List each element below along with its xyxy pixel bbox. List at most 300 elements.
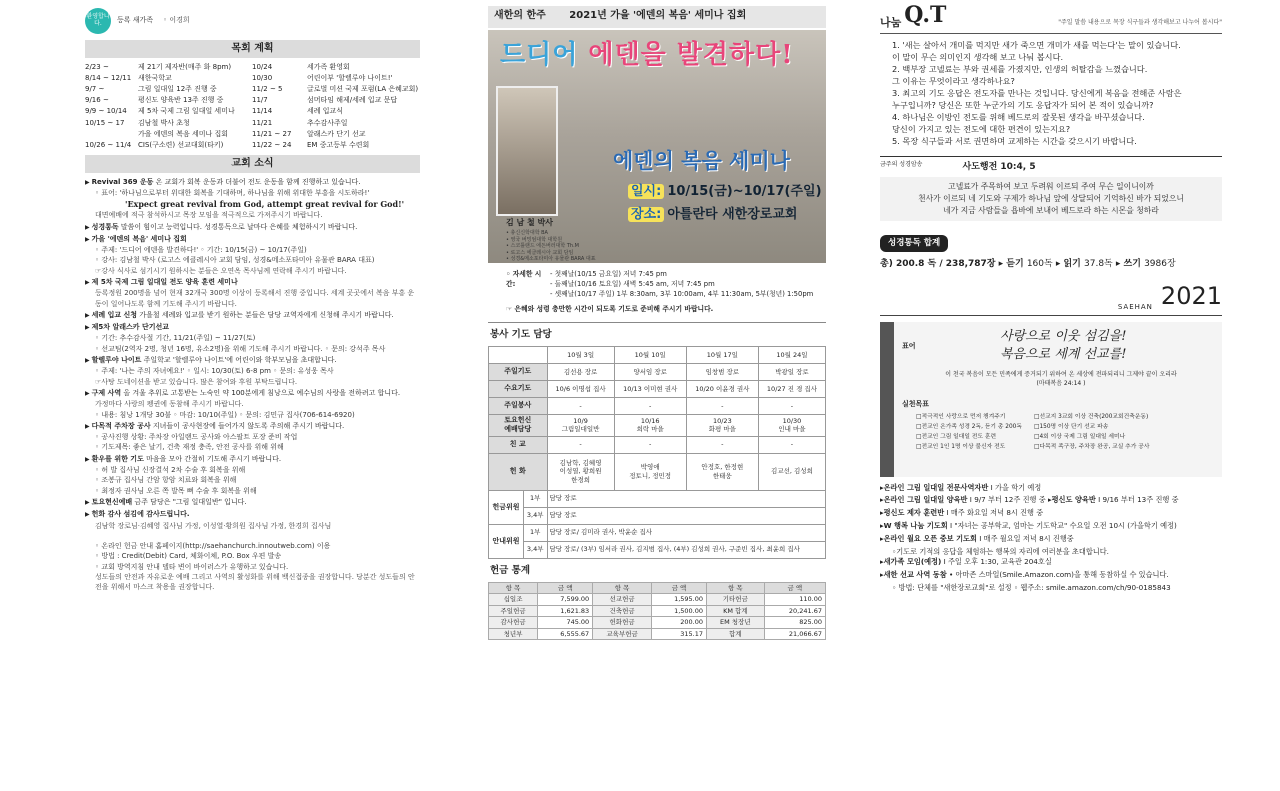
news-item-text: 온 교회가 회복 운동과 더불어 전도 운동을 함께 진행하고 있습니다. — [153, 177, 361, 186]
duty-row-label: 수요기도 — [489, 380, 548, 397]
schedule-date: 9/7 ~ — [85, 84, 105, 93]
schedule-date: 2/23 ~ — [85, 62, 109, 71]
read-value: 37.8독 — [1084, 259, 1113, 270]
money-item: 감사헌금 — [489, 617, 538, 629]
schedule-row — [85, 118, 252, 129]
ministry-title: 새한 선교 사역 동참 — [883, 570, 947, 580]
church-name-small: SAEHAN — [1117, 303, 1153, 312]
usher-row-part: 1부 — [523, 524, 547, 541]
verse-ref: 사도행전 10:4, 5 — [962, 161, 1036, 172]
news-item-title: 환우를 위한 기도 — [91, 454, 144, 463]
bullet-icon: ▸ — [880, 533, 884, 543]
schedule-row — [252, 84, 420, 95]
duty-row-label: 주일봉사 — [489, 397, 548, 414]
duty-cell: - — [758, 397, 825, 414]
news-item — [85, 222, 420, 233]
schedule-date: 9/16 ~ — [85, 96, 109, 105]
duty-cell: - — [547, 436, 614, 453]
read-label: ▸ 읽기 — [1055, 259, 1085, 270]
news-item-title: Revival 369 운동 — [91, 177, 154, 186]
news-note: ☞강사 식사로 섬기시기 원하시는 분들은 오연옥 목사님께 연락해 주시기 바랍니다. — [95, 266, 347, 275]
schedule-date: 11/7 — [252, 96, 268, 105]
schedule-row — [252, 95, 420, 106]
duty-date: 10월 17일 — [686, 346, 758, 363]
money-amount: 825.00 — [764, 617, 825, 629]
qt-question: 1. '새는 살아서 개미를 먹지만 새가 죽으면 개미가 새를 먹는다'는 말이 있습니다. 이 말이 무슨 의미인지 생각해 보고 나눠 봅시다. — [892, 40, 1181, 62]
money-amount: 200.00 — [651, 617, 706, 629]
reading-total: 총) 200.8 독 / 238,787장 — [880, 259, 996, 270]
ministry-title: W 행복 나눔 기도회 — [883, 521, 948, 531]
money-amount: 21,066.67 — [764, 628, 825, 640]
right-column — [880, 2, 1222, 594]
schedule-event: 평신도 양육반 13주 진행 중 — [138, 96, 224, 105]
news-note: 성도들의 안전과 자유로운 예배 그리고 사역의 활성화를 위해 백신접종을 권장합니다. 당분간 성도들의 안전을 위해서 마스크 착용을 권장합니다. — [95, 573, 415, 592]
bullet-icon: ▶ — [85, 311, 90, 319]
bullet-icon: ▶ — [85, 455, 90, 463]
duty-cell: 10/6 이명섭 집사 — [547, 380, 614, 397]
ministry-item — [880, 521, 1222, 532]
verse-text: 고넬료가 주목하여 보고 두려워 이르되 주여 무슨 일이니이까 천사가 이르되 네 기도와 구제가 하나님 앞에 상달되어 기억하신 바가 되었으니 네가 지금 사람들을 욥바에 보내어 베드로라 하는 시몬을 청하라 — [880, 177, 1222, 221]
news-item-title: 다목적 주차장 공사 — [91, 421, 151, 430]
news-item-title: 성경통독 — [91, 222, 119, 231]
money-item: 합계 — [707, 628, 765, 640]
schedule-date: 11/14 — [252, 107, 273, 116]
goal-item: □ 4회 이상 국제 그림 일대일 세미나 — [1034, 432, 1184, 442]
news-note: ☞사탕 도네이션을 받고 있습니다. 많은 참여와 후원 부탁드립니다. — [95, 377, 298, 386]
time-line: - 둘째날(10/16 토요일) 새벽 5:45 am, 저녁 7:45 pm — [550, 280, 715, 288]
motto-label: 표어 — [902, 341, 916, 350]
duty-date: 10월 3일 — [547, 346, 614, 363]
news-sub: ◦ 교회 방역지침 안내 델타 변이 바이러스가 유행하고 있습니다. — [95, 562, 289, 571]
duty-cell: - — [686, 397, 758, 414]
qt-question: 3. 최고의 기도 응답은 전도자를 만나는 것입니다. 당신에게 복음을 전해준 사람은 누구입니까? 당신은 또한 누군가의 기도 응답자가 되어 본 적이 있습니까? — [892, 88, 1182, 110]
ministry-item — [880, 495, 1222, 506]
money-item: 청년부 — [489, 628, 538, 640]
qt-title: Q.T — [904, 2, 947, 29]
schedule-event: 세가족 환영회 — [307, 62, 350, 71]
news-sub: ◦ 강사: 김남철 박사 (로고스 에클레시아 교회 담임, 성경&메소포타미아 유물관 BARA 대표) — [95, 256, 375, 265]
money-header: 금 액 — [538, 582, 593, 594]
goal-item: □ 다목적 족구장, 주차장 완공, 교실 추가 공사 — [1034, 442, 1184, 452]
times-list — [550, 269, 813, 299]
duty-cell: 박광일 장로 — [758, 363, 825, 380]
duty-cell: 10/13 이미현 권사 — [614, 380, 686, 397]
news-item — [85, 355, 420, 366]
ministry-text: I 매주 화요일 저녁 8시 진행 중 — [944, 508, 1044, 518]
place-text: 아틀란타 새한장로교회 — [667, 207, 798, 222]
schedule-row — [85, 62, 252, 73]
schedule-date: 10/15 ~ 17 — [85, 118, 125, 127]
ministry-title: ▸평신도 양육반 — [1048, 495, 1096, 505]
duty-row-label: 헌 화 — [489, 453, 548, 490]
schedule-date: 11/21 ~ 27 — [252, 129, 292, 138]
bullet-icon: ▸ — [880, 570, 884, 580]
money-amount: 1,621.83 — [538, 605, 593, 617]
bullet-icon: ▸ — [880, 495, 884, 505]
money-amount: 1,500.00 — [651, 605, 706, 617]
new-family-name: ◦ 이경희 — [163, 16, 190, 25]
bullet-icon: ▶ — [85, 357, 90, 365]
ministry-news — [880, 483, 1222, 594]
ministry-item — [880, 557, 1222, 568]
news-item-text: 올 겨울 추위로 고통받는 노숙인 약 100분에게 침낭으로 예수님의 사랑을 전하려고 합니다. — [121, 388, 401, 397]
duty-cell: 10/30 인내 마을 — [758, 414, 825, 436]
qt-question: 2. 백부장 고넬료는 부와 권세를 가졌지만, 인생의 허탈감을 느꼈습니다. 그 이유는 무엇이라고 생각하나요? — [892, 64, 1148, 86]
news-heading: 교회 소식 — [85, 155, 420, 173]
write-value: 3986장 — [1144, 259, 1176, 270]
duty-corner — [489, 346, 548, 363]
money-item: KM 합계 — [707, 605, 765, 617]
ministry-text: I 주일 오후 1:30, 교육관 204호실 — [941, 557, 1052, 567]
schedule-date: 10/26 ~ 11/4 — [85, 140, 132, 149]
news-sub: ◦ 공사진행 상황: 주차장 아일랜드 공사와 아스팔트 포장 준비 작업 — [95, 433, 298, 442]
ministry-text: • 아마존 스마일(Smile.Amazon.com)을 통해 동참하실 수 있습니다. — [946, 570, 1169, 580]
schedule-heading: 목회 계획 — [85, 40, 420, 58]
mid-header-right: 2021년 가을 '에덴의 복음' 세미나 집회 — [569, 10, 747, 21]
news-note: 가정마다 사랑의 펭귄에 동참해 주시기 바랍니다. — [95, 400, 244, 409]
news-sub: ◦ 허 발 집사님 신장결석 2차 수술 후 회복을 위해 — [95, 466, 246, 475]
schedule-row — [252, 106, 420, 117]
welcome-row — [85, 6, 420, 36]
duty-table — [488, 346, 826, 559]
bullet-icon: ▶ — [85, 498, 90, 506]
bullet-icon: ▶ — [85, 511, 90, 519]
offering-row-part: 3,4부 — [523, 507, 547, 524]
schedule-event: 제 21기 제자반(매주 화 8pm) — [138, 62, 232, 71]
left-column — [85, 6, 420, 593]
motto-side-bar — [880, 322, 894, 477]
news-item-title: 제 5차 국제 그림 일대일 전도 양육 훈련 세미나 — [91, 278, 238, 286]
offering-row-label: 헌금위원 — [489, 490, 524, 524]
goal-item: □ 전교인 그림 일대일 전도 훈련 — [916, 432, 1034, 442]
ministry-sub: ◦기도로 기적의 응답을 체험하는 행복의 자리에 여러분을 초대합니다. — [892, 546, 1109, 556]
duty-title: 봉사 기도 담당 — [490, 329, 552, 341]
news-sub: ◦ 온라인 헌금 안내 홈페이지(http://saehanchurch.innoutweb.com) 이용 — [95, 542, 331, 551]
schedule-row — [252, 62, 420, 73]
schedule-event: 그림 일대일 12주 진행 중 — [138, 84, 217, 93]
schedule-event: 새한국학교 — [138, 73, 172, 82]
duty-row-label: 토요헌신 예배담당 — [489, 414, 548, 436]
speaker-cv: • 총신신학대학 BA • 영국 버밍엄대학 대학원 • 스코틀랜드 에든버러대학 Th.M • 로고스 에클레시아 교회 담임 • 성경&메소포타미아 유물관 BARA 대표 — [506, 230, 596, 262]
news-item-text: 지녀들이 공사현장에 들어가지 않도록 주의해 주시기 바랍니다. — [150, 421, 345, 430]
news-sub: ◦ 주제: '드디어 에덴을 발견하다!' ◦ 기간: 10/15(금) ~ 10/17(주일) — [95, 246, 307, 255]
schedule-event: 가을 에덴의 복음 세미나 집회 — [138, 129, 229, 138]
schedule-row — [85, 84, 252, 95]
duty-date: 10월 24일 — [758, 346, 825, 363]
duty-cell: 임창범 장로 — [686, 363, 758, 380]
mid-header-left: 새한의 한주 — [494, 10, 546, 21]
qt-questions — [880, 34, 1222, 148]
money-item: 건축헌금 — [593, 605, 652, 617]
listen-value: 160독 — [1026, 259, 1053, 270]
news-sub: ◦ 표어: '하나님으로부터 위대한 회복을 기대하며, 하나님을 위해 위대한 부흥을 시도하라!' — [95, 188, 370, 197]
money-header: 금 액 — [764, 582, 825, 594]
news-item-title: 헌화 감사 섬김에 감사드립니다. — [91, 510, 190, 519]
news-item — [85, 509, 420, 520]
place-label: 장소: — [628, 207, 664, 222]
news-item-text: 주일학교 '할렐루야 나이트'에 어린이와 학부모님을 초대합니다. — [141, 356, 337, 365]
schedule-row — [85, 95, 252, 106]
duty-cell: - — [686, 436, 758, 453]
ministry-item — [880, 534, 1222, 545]
write-label: ▸ 쓰기 — [1115, 259, 1145, 270]
offering-stats-title: 헌금 통계 — [490, 564, 531, 576]
money-amount: 745.00 — [538, 617, 593, 629]
schedule-row — [252, 118, 420, 129]
schedule-row — [85, 140, 252, 151]
qt-question: 5. 목장 식구들과 서로 권면하며 교제하는 시간을 갖으시기 바랍니다. — [892, 136, 1137, 146]
news-spacer — [85, 531, 420, 541]
ministry-text: I 9/16 부터 13주 진행 중 — [1095, 495, 1179, 505]
seminar-poster — [488, 30, 826, 263]
duty-date: 10월 10일 — [614, 346, 686, 363]
date-label: 일시: — [628, 184, 664, 199]
news-english-motto: 'Expect great revival from God, attempt great revival for God!' — [125, 199, 405, 210]
money-item: 기타헌금 — [707, 594, 765, 606]
goal-item: □ 전교인 온가족 성경 2독, 듣기 총 200독 — [916, 422, 1034, 432]
schedule-event: CIS(구소련) 선교대회(타키) — [138, 140, 224, 149]
year-banner — [880, 280, 1222, 315]
poster-place — [628, 206, 797, 224]
news-item-title: 할렐루야 나이트 — [91, 356, 142, 365]
schedule-date: 10/30 — [252, 73, 273, 82]
goals-label: 실천목표 — [902, 399, 930, 408]
news-item-title: 세례 입교 신청 — [91, 310, 138, 319]
news-list — [85, 177, 420, 593]
qt-nanum: 나눔 — [880, 16, 902, 30]
news-item-text: 말씀이 힘이고 능력입니다. 성경통독으로 날마다 은혜를 체험하시기 바랍니다. — [118, 222, 358, 231]
duty-cell: 김선용 장로 — [547, 363, 614, 380]
money-item: 교육부헌금 — [593, 628, 652, 640]
bullet-icon: ▶ — [85, 389, 90, 397]
bullet-icon: ▶ — [85, 178, 90, 186]
money-amount: 20,241.67 — [764, 605, 825, 617]
news-item-title: 가을 '에덴의 복음' 세미나 집회 — [91, 234, 187, 243]
money-header: 항 목 — [707, 582, 765, 594]
news-note: 대면예배에 적극 참석하시고 목장 모임을 적극적으로 가져주시기 바랍니다. — [95, 211, 323, 220]
news-item — [85, 322, 420, 333]
goal-item: □ 선교지 3교회 이상 건축(200교회건축운동) — [1034, 412, 1184, 422]
ministry-text: I 가을 학기 예정 — [988, 482, 1042, 492]
news-sub: ◦ 방법 : Credit(Debit) Card, 체화이체, P.O. Box 우편 발송 — [95, 552, 282, 561]
bullet-icon: ▶ — [85, 223, 90, 231]
news-sub: ◦ 주제: '나는 주의 자녀예요!' ◦ 일시: 10/30(토) 6-8 pm ◦ 문의: 유성웅 목사 — [95, 367, 334, 376]
ministry-title: 온라인 월요 오픈 중보 기도회 — [883, 533, 977, 543]
schedule-date: 11/22 ~ 24 — [252, 140, 292, 149]
times-label: ◦ 자세한 시간: — [506, 270, 542, 288]
duty-row-label: 친 교 — [489, 436, 548, 453]
new-family-label: 등록 새가족 — [117, 16, 154, 25]
news-item-title: 제5차 알래스카 단기선교 — [91, 323, 169, 332]
welcome-badge: 환영합니다. — [85, 8, 111, 34]
verse-label: 금주의 성경암송 — [880, 160, 923, 168]
bullet-icon: ▸ — [880, 482, 884, 492]
money-amount: 110.00 — [764, 594, 825, 606]
money-item: EM 청장년 — [707, 617, 765, 629]
speaker-name: 김 남 철 박사 — [506, 218, 553, 227]
schedule-date — [85, 129, 138, 140]
ministry-text: I "자녀는 공부학교, 엄마는 기도학교" 수요일 오전 10시 (가을학기 예정) — [947, 521, 1177, 531]
ministry-title: 온라인 그림 일대일 전문사역자반 — [883, 482, 989, 492]
news-sub: ◦ 조봉규 집사님 간암 항암 치료와 회복을 위해 — [95, 476, 237, 485]
schedule-row — [252, 140, 420, 151]
motto-box — [880, 322, 1222, 477]
duty-cell: 김남학, 김혜영 이성열, 황희원 한경희 — [547, 453, 614, 490]
schedule-row — [85, 73, 252, 84]
news-item — [85, 234, 420, 245]
news-note: 김남학 장로님·김혜영 집사님 가정, 이성열·황희원 집사님 가정, 한경희 집사님 — [95, 521, 332, 530]
motto-line-2: 복음으로 세계 선교를! — [1000, 346, 1127, 362]
news-item-text: 가을철 세례와 입교를 받기 원하는 분들은 담당 교역자에게 신청해 주시기 바랍니다. — [137, 310, 394, 319]
ministry-item — [880, 508, 1222, 519]
reading-badge: 성경통독 합계 — [880, 235, 948, 252]
ministry-title: 평신도 제자 훈련반 — [883, 508, 945, 518]
poster-seminar-title: 에덴의 복음 세미나 — [613, 149, 790, 173]
duty-cell: 안정호, 한정현 한태웅 — [686, 453, 758, 490]
schedule-event: 세례 입교식 — [307, 107, 344, 116]
poster-title-a: 드디어 — [500, 40, 589, 70]
schedule-date: 9/9 ~ 10/14 — [85, 107, 127, 116]
money-amount: 315.17 — [651, 628, 706, 640]
schedule-table — [85, 62, 420, 152]
news-sub: ◦ 내용: 침낭 1개당 30불 ◦ 마감: 10/10(주일) ◦ 문의: 김민규 집사(706-614-6920) — [95, 410, 355, 419]
news-item-title: 토요현신예배 — [91, 497, 133, 506]
schedule-event: 제 5차 국제 그림 일대일 세미나 — [138, 107, 235, 116]
news-item — [85, 310, 420, 321]
news-item — [85, 421, 420, 432]
schedule-date: 11/2 ~ 5 — [252, 84, 283, 93]
duty-cell: 박영애 정토니, 정민정 — [614, 453, 686, 490]
duty-cell: 10/20 이윤경 권사 — [686, 380, 758, 397]
time-line: - 첫째날(10/15 금요일) 저녁 7:45 pm — [550, 270, 667, 278]
year-text: 2021 — [1160, 282, 1222, 311]
news-item — [85, 454, 420, 465]
seminar-note: ☞ 은혜와 성령 충만한 시간이 되도록 기도로 준비해 주시기 바랍니다. — [506, 305, 714, 313]
news-item — [85, 388, 420, 399]
ministry-text: I 매주 월요일 저녁 8시 진행중 — [976, 533, 1074, 543]
ministry-item — [880, 483, 1222, 494]
goal-item: □ 150명 이상 단기 선교 파송 — [1034, 422, 1184, 432]
news-item — [85, 177, 420, 188]
duty-row-label: 주일기도 — [489, 363, 548, 380]
money-amount: 6,555.67 — [538, 628, 593, 640]
bullet-icon: ▶ — [85, 422, 90, 430]
memory-verse — [880, 156, 1222, 221]
news-sub: ◦ 선교팀(2역자 2명, 청년 16명, 유소2명)을 위해 기도해 주시기 바랍니다. ◦ 문의: 강석주 목사 — [95, 344, 386, 353]
usher-row-text: 담당 장로/ (3부) 임서라 권사, 김지범 집사, (4부) 김성희 권사, 구준빈 집사, 최윤희 집사 — [547, 541, 825, 558]
schedule-row — [252, 73, 420, 84]
time-line: - 셋째날(10/17 주일) 1부 8:30am, 3부 10:00am, 4부 11:30am, 5부(청년) 1:50pm — [550, 290, 814, 298]
schedule-event: EM 중고등부 수련회 — [307, 140, 370, 149]
divider — [488, 322, 826, 323]
usher-row-part: 3,4부 — [523, 541, 547, 558]
duty-cell: 양서임 장로 — [614, 363, 686, 380]
date-text: 10/15(금)~10/17(주일) — [667, 184, 822, 199]
bullet-icon: ▶ — [85, 324, 90, 332]
money-item: 주일헌금 — [489, 605, 538, 617]
schedule-event: 글로벌 미션 국제 포럼(LA 은혜교회) — [307, 84, 419, 93]
verse-head — [880, 161, 1222, 173]
schedule-date: 11/21 — [252, 118, 273, 127]
ministry-item — [880, 570, 1222, 581]
schedule-event: 알래스카 단기 선교 — [307, 129, 366, 138]
schedule-row — [85, 129, 252, 140]
news-sub: ◦ 기도제목: 좋은 날기, 건축 재정 충족, 안전 공사를 위해 위해 — [95, 443, 284, 452]
news-item-title: 구제 사역 — [91, 388, 122, 397]
schedule-event: 김남철 박사 초청 — [138, 118, 190, 127]
offering-stats-table — [488, 582, 826, 641]
news-item — [85, 497, 420, 508]
money-header: 항 목 — [593, 582, 652, 594]
news-sub: ◦ 기간: 추수감사절 기간, 11/21(주일) ~ 11/27(토) — [95, 334, 256, 343]
bullet-icon: ▸ — [880, 508, 884, 518]
duty-cell: 10/23 화평 마을 — [686, 414, 758, 436]
ministry-sub: ◦ 방법: 단체를 "새한장로교회"로 설정 ◦ 웹주소: smile.amazon.com/ch/90-0185843 — [892, 583, 1171, 593]
money-item: 선교헌금 — [593, 594, 652, 606]
poster-title — [500, 38, 794, 73]
schedule-event: 섬머타임 해제/세례 입교 문답 — [307, 96, 398, 105]
qt-subtitle: "주일 말씀 내용으로 목장 식구들과 생각해보고 나누어 봅시다" — [1058, 18, 1222, 26]
offering-row-text: 담당 장로 — [547, 490, 825, 507]
money-amount: 7,599.00 — [538, 594, 593, 606]
ministry-title: 새가족 모임(예정) — [883, 557, 942, 567]
schedule-event: 어린이부 '할렐루야 나이트!' — [307, 73, 393, 82]
duty-cell: - — [614, 436, 686, 453]
news-item — [85, 277, 420, 288]
poster-title-b: 에덴을 발견하다! — [588, 40, 794, 70]
schedule-row — [252, 129, 420, 140]
schedule-row — [85, 106, 252, 117]
duty-cell: - — [758, 436, 825, 453]
schedule-left — [85, 62, 252, 152]
middle-column — [488, 6, 826, 640]
usher-row-label: 안내위원 — [489, 524, 524, 558]
schedule-right — [252, 62, 420, 152]
bullet-icon: ▸ — [880, 557, 884, 567]
money-item: 십일조 — [489, 594, 538, 606]
bullet-icon: ▶ — [85, 279, 90, 286]
schedule-event: 추수감사주일 — [307, 118, 348, 127]
goals-list — [916, 412, 1184, 452]
motto-verse: 이 천국 복음이 모든 민족에게 증거되기 위하여 온 세상에 전파되리니 그제야 끝이 오리라 (마태복음 24:14 ) — [945, 370, 1177, 387]
money-item: 헌화헌금 — [593, 617, 652, 629]
duty-cell: 김교선, 김성희 — [758, 453, 825, 490]
money-header: 금 액 — [651, 582, 706, 594]
speaker-photo — [496, 86, 558, 216]
news-item-text: 금주 담당은 "그림 일대일반" 입니다. — [132, 497, 247, 506]
seminar-times — [488, 263, 826, 299]
schedule-date: 8/14 ~ 12/11 — [85, 73, 132, 82]
goal-item: □ 적극적인 사랑으로 먼저 챙겨주기 — [916, 412, 1034, 422]
duty-cell: 10/9 그림일대일반 — [547, 414, 614, 436]
duty-cell: - — [614, 397, 686, 414]
news-item-text: 마음을 모아 간절히 기도해 주시기 바랍니다. — [143, 454, 282, 463]
money-header: 항 목 — [489, 582, 538, 594]
duty-cell: 10/27 진 경 집사 — [758, 380, 825, 397]
mid-header — [488, 6, 826, 28]
qt-header — [880, 2, 1222, 34]
reading-totals — [880, 258, 1222, 270]
offering-row-part: 1부 — [523, 490, 547, 507]
schedule-date: 10/24 — [252, 62, 273, 71]
news-note: 등록정원 200명을 넘어 현재 32개국 300명 이상이 등록해서 진행 중입니다. 세계 곳곳에서 복음 부흥 운동이 일어나도록 함께 기도해 주시기 바랍니다. — [95, 289, 415, 308]
ministry-title: 온라인 그림 일대일 양육반 — [883, 495, 968, 505]
money-amount: 1,595.00 — [651, 594, 706, 606]
motto-line-1: 사랑으로 이웃 섬김을! — [1000, 328, 1127, 344]
usher-row-text: 담당 장로/ 김미라 권사, 박윤순 집사 — [547, 524, 825, 541]
qt-question: 4. 하나님은 이방인 전도를 위해 베드로의 잘못된 생각을 바꾸셨습니다. 당신이 가지고 있는 전도에 대한 편견이 있는지요? — [892, 112, 1145, 134]
offering-row-text: 담당 장로 — [547, 507, 825, 524]
